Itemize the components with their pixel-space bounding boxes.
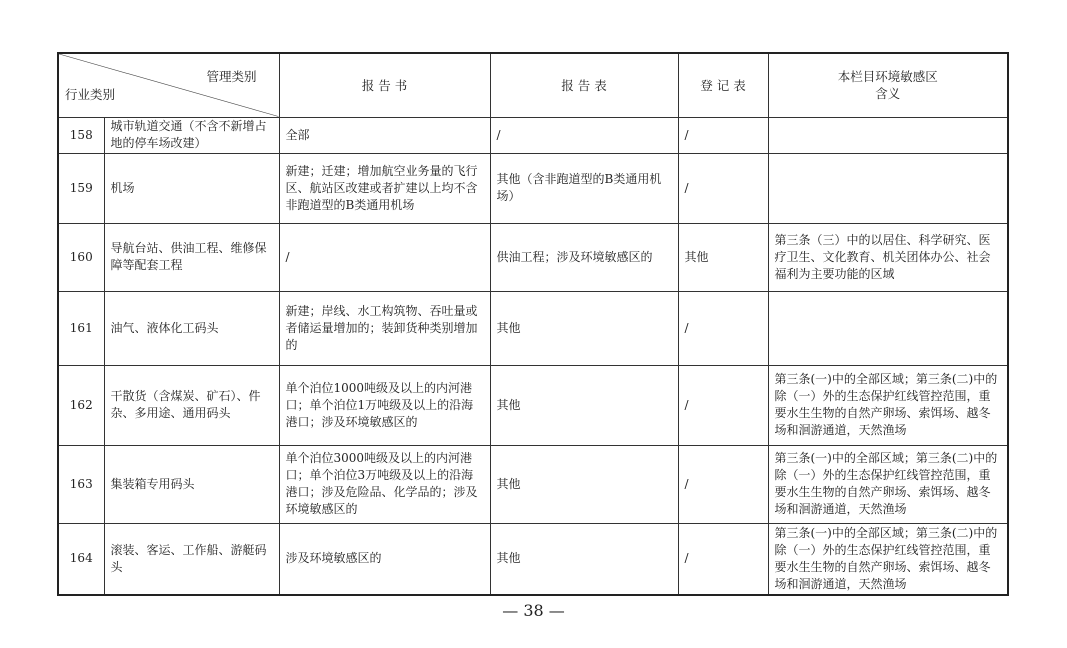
report-book-cell: 新建；迁建；增加航空业务量的飞行区、航站区改建或者扩建以上均不含非跑道型的B类通用机场 <box>279 153 490 223</box>
registration-form-cell: 其他 <box>678 223 768 291</box>
row-number: 164 <box>58 523 104 595</box>
sensitive-area-cell <box>768 117 1008 153</box>
sensitive-area-header-line1: 本栏目环境敏感区 <box>837 69 938 85</box>
report-form-cell: 供油工程；涉及环境敏感区的 <box>490 223 678 291</box>
table-row <box>58 523 1008 595</box>
registration-form-cell: / <box>678 153 768 223</box>
table-row <box>58 117 1008 153</box>
registration-form-cell: / <box>678 445 768 523</box>
industry-cell: 导航台站、供油工程、维修保障等配套工程 <box>104 223 279 291</box>
report-book-cell: 单个泊位1000吨级及以上的内河港口；单个泊位1万吨级及以上的沿海港口；涉及环境敏感区的 <box>279 365 490 445</box>
report-form-header: 报 告 表 <box>490 53 678 117</box>
report-form-cell: 其他 <box>490 365 678 445</box>
row-number: 162 <box>58 365 104 445</box>
classification-table <box>57 52 1009 596</box>
management-category-label: 管理类别 <box>206 69 257 84</box>
row-number: 161 <box>58 291 104 365</box>
table-row <box>58 365 1008 445</box>
sensitive-area-cell: 第三条(一)中的全部区域；第三条(二)中的除（一）外的生态保护红线管控范围，重要水生生物的自然产卵场、索饵场、越冬场和洄游通道，天然渔场 <box>768 365 1008 445</box>
industry-cell: 干散货（含煤炭、矿石）、件杂、多用途、通用码头 <box>104 365 279 445</box>
report-form-cell: 其他（含非跑道型的B类通用机场） <box>490 153 678 223</box>
registration-form-cell: / <box>678 365 768 445</box>
industry-cell: 机场 <box>104 153 279 223</box>
diagonal-header-cell <box>58 53 279 117</box>
industry-cell: 油气、液体化工码头 <box>104 291 279 365</box>
industry-cell: 滚装、客运、工作船、游艇码头 <box>104 523 279 595</box>
report-form-cell: 其他 <box>490 523 678 595</box>
row-number: 158 <box>58 117 104 153</box>
sensitive-area-header-line2: 含义 <box>875 86 901 102</box>
report-book-header: 报 告 书 <box>279 53 490 117</box>
table-row <box>58 153 1008 223</box>
table-row <box>58 223 1008 291</box>
sensitive-area-header <box>768 53 1008 117</box>
row-number: 163 <box>58 445 104 523</box>
industry-category-label: 行业类别 <box>65 86 116 102</box>
report-book-cell: 涉及环境敏感区的 <box>279 523 490 595</box>
report-form-cell: 其他 <box>490 291 678 365</box>
report-book-cell: 新建；岸线、水工构筑物、吞吐量或者储运量增加的；装卸货种类别增加的 <box>279 291 490 365</box>
industry-cell: 城市轨道交通（不含不新增占地的停车场改建） <box>104 117 279 153</box>
industry-cell: 集装箱专用码头 <box>104 445 279 523</box>
report-form-cell: / <box>490 117 678 153</box>
registration-form-cell: / <box>678 291 768 365</box>
sensitive-area-cell: 第三条（三）中的以居住、科学研究、医疗卫生、文化教育、机关团体办公、社会福利为主要功能的区域 <box>768 223 1008 291</box>
table-row <box>58 445 1008 523</box>
report-book-cell: / <box>279 223 490 291</box>
row-number: 159 <box>58 153 104 223</box>
report-book-cell: 单个泊位3000吨级及以上的内河港口；单个泊位3万吨级及以上的沿海港口；涉及危险品、化学品的；涉及环境敏感区的 <box>279 445 490 523</box>
sensitive-area-cell: 第三条(一)中的全部区域；第三条(二)中的除（一）外的生态保护红线管控范围，重要水生生物的自然产卵场、索饵场、越冬场和洄游通道，天然渔场 <box>768 445 1008 523</box>
report-book-cell: 全部 <box>279 117 490 153</box>
page-number: — 38 — <box>502 601 565 620</box>
registration-form-cell: / <box>678 523 768 595</box>
registration-form-cell: / <box>678 117 768 153</box>
table-row <box>58 291 1008 365</box>
sensitive-area-cell: 第三条(一)中的全部区域；第三条(二)中的除（一）外的生态保护红线管控范围，重要水生生物的自然产卵场、索饵场、越冬场和洄游通道，天然渔场 <box>768 523 1008 595</box>
registration-form-header: 登 记 表 <box>678 53 768 117</box>
row-number: 160 <box>58 223 104 291</box>
sensitive-area-cell <box>768 153 1008 223</box>
sensitive-area-cell <box>768 291 1008 365</box>
table-header-row <box>58 53 1008 117</box>
report-form-cell: 其他 <box>490 445 678 523</box>
